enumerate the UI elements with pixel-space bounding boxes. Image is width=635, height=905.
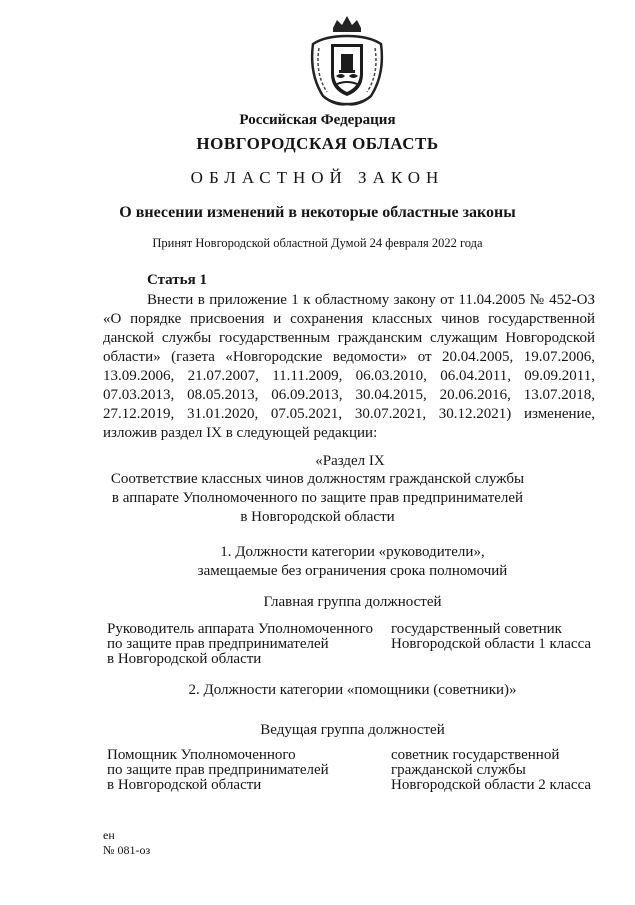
category1-rank (391, 622, 591, 652)
category1-heading (0, 543, 635, 581)
country-name: Российская Федерация (239, 112, 396, 128)
article-heading: Статья 1 (147, 272, 207, 288)
rank-line: Новгородской области 2 класса (391, 777, 592, 793)
category2-heading: 2. Должности категории «помощники (советники)» (188, 682, 517, 698)
rank-line: Новгородской области 1 класса (391, 636, 592, 652)
rank-line: гражданской службы (391, 762, 526, 778)
category2-rank (391, 748, 591, 793)
section-subtitle-line: в Новгородской области (240, 509, 395, 525)
article-line: области» (газета «Новгородские ведомости» от 20.04.2005, 19.07.2006, (103, 349, 595, 365)
article-line: «О порядке присвоения и сохранения классных чинов государственной (103, 311, 595, 327)
section-subtitle-line: в аппарате Уполномоченного по защите прав предпринимателей (111, 490, 524, 506)
position-line: по защите прав предпринимателей (107, 762, 329, 778)
section-subtitle (0, 470, 635, 527)
category1-heading-line: 1. Должности категории «руководители», (220, 544, 485, 560)
rank-line: советник государственной (391, 747, 560, 763)
article-text (103, 291, 595, 443)
article-line: 13.09.2006, 21.07.2007, 11.11.2009, 06.03.2010, 06.04.2011, 09.09.2011, (103, 368, 595, 384)
document-type: ОБЛАСТНОЙ ЗАКОН (190, 168, 445, 187)
category1-heading-line: замещаемые без ограничения срока полномочий (197, 563, 508, 579)
category2-group: Ведущая группа должностей (260, 722, 445, 738)
article-line: изложив раздел IX в следующей редакции: (103, 425, 378, 441)
position-line: Помощник Уполномоченного (107, 747, 296, 763)
footer (103, 828, 150, 858)
rank-line: государственный советник (391, 621, 562, 637)
coat-of-arms-icon (303, 14, 391, 108)
region-name: НОВГОРОДСКАЯ ОБЛАСТЬ (196, 134, 439, 153)
document-title: О внесении изменений в некоторые областные законы (119, 204, 516, 221)
section-subtitle-line: Соответствие классных чинов должностям гражданской службы (110, 471, 525, 487)
position-line: в Новгородской области (107, 651, 262, 667)
article-line: Внести в приложение 1 к областному закону от 11.04.2005 № 452-ОЗ (147, 292, 595, 308)
footer-initials: ен (103, 828, 115, 842)
article-line: данской службы государственным гражданским служащим Новгородской (103, 330, 595, 346)
article-line: 27.12.2019, 31.01.2020, 07.05.2021, 30.07.2021, 30.12.2021) изменение, (103, 406, 595, 422)
footer-number: № 081-оз (103, 843, 151, 857)
category1-position (107, 622, 373, 667)
category2-position (107, 748, 329, 793)
section-title (0, 452, 635, 471)
category1-group: Главная группа должностей (263, 594, 442, 610)
article-line: 07.03.2013, 08.05.2013, 06.09.2013, 30.04.2015, 20.06.2016, 13.07.2018, (103, 387, 595, 403)
position-line: Руководитель аппарата Уполномоченного (107, 621, 373, 637)
section-number: «Раздел IX (315, 453, 385, 469)
position-line: в Новгородской области (107, 777, 262, 793)
adoption-note: Принят Новгородской областной Думой 24 февраля 2022 года (152, 236, 483, 250)
position-line: по защите прав предпринимателей (107, 636, 329, 652)
